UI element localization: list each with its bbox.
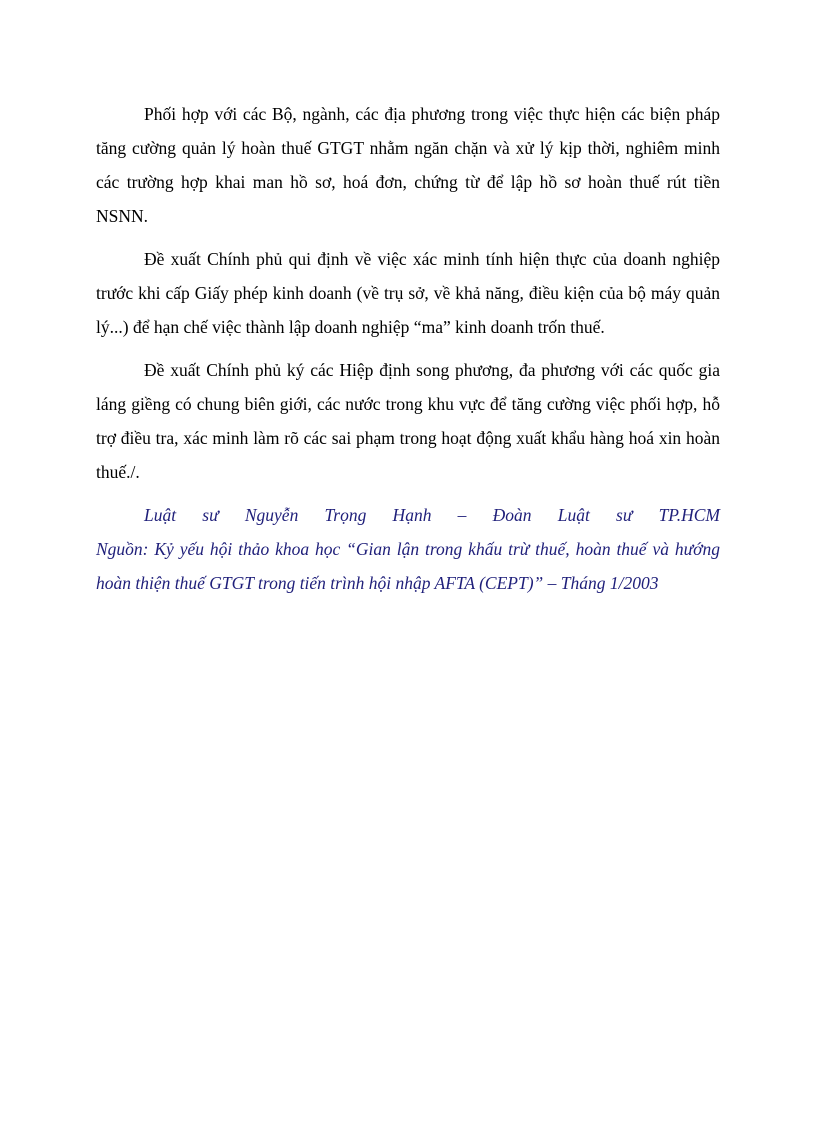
source-citation: Nguồn: Kỷ yếu hội thảo khoa học “Gian lận trong khấu trừ thuế, hoàn thuế và hướng hoàn thiện thuế GTGT trong tiến trình hội nhập AFTA (CEPT)” – Tháng 1/2003 [96, 539, 720, 593]
credits-block [96, 498, 720, 600]
paragraph-coordination: Phối hợp với các Bộ, ngành, các địa phương trong việc thực hiện các biện pháp tăng cường quản lý hoàn thuế GTGT nhằm ngăn chặn và xử lý kịp thời, nghiêm minh các trường hợp khai man hồ sơ, hoá đơn, chứng từ để lập hồ sơ hoàn thuế rút tiền NSNN. [96, 104, 720, 226]
document-page [96, 97, 720, 600]
author-attribution: Luật sư Nguyễn Trọng Hạnh – Đoàn Luật sư TP.HCM [144, 505, 720, 525]
paragraph-bilateral-agreements: Đề xuất Chính phủ ký các Hiệp định song phương, đa phương với các quốc gia láng giềng có chung biên giới, các nước trong khu vực để tăng cường việc phối hợp, hỗ trợ điều tra, xác minh làm rõ các sai phạm trong hoạt động xuất khẩu hàng hoá xin hoàn thuế./. [96, 360, 720, 482]
paragraph-business-verification: Đề xuất Chính phủ qui định về việc xác minh tính hiện thực của doanh nghiệp trước khi cấp Giấy phép kinh doanh (về trụ sở, về khả năng, điều kiện của bộ máy quản lý...) để hạn chế việc thành lập doanh nghiệp “ma” kinh doanh trốn thuế. [96, 249, 720, 337]
